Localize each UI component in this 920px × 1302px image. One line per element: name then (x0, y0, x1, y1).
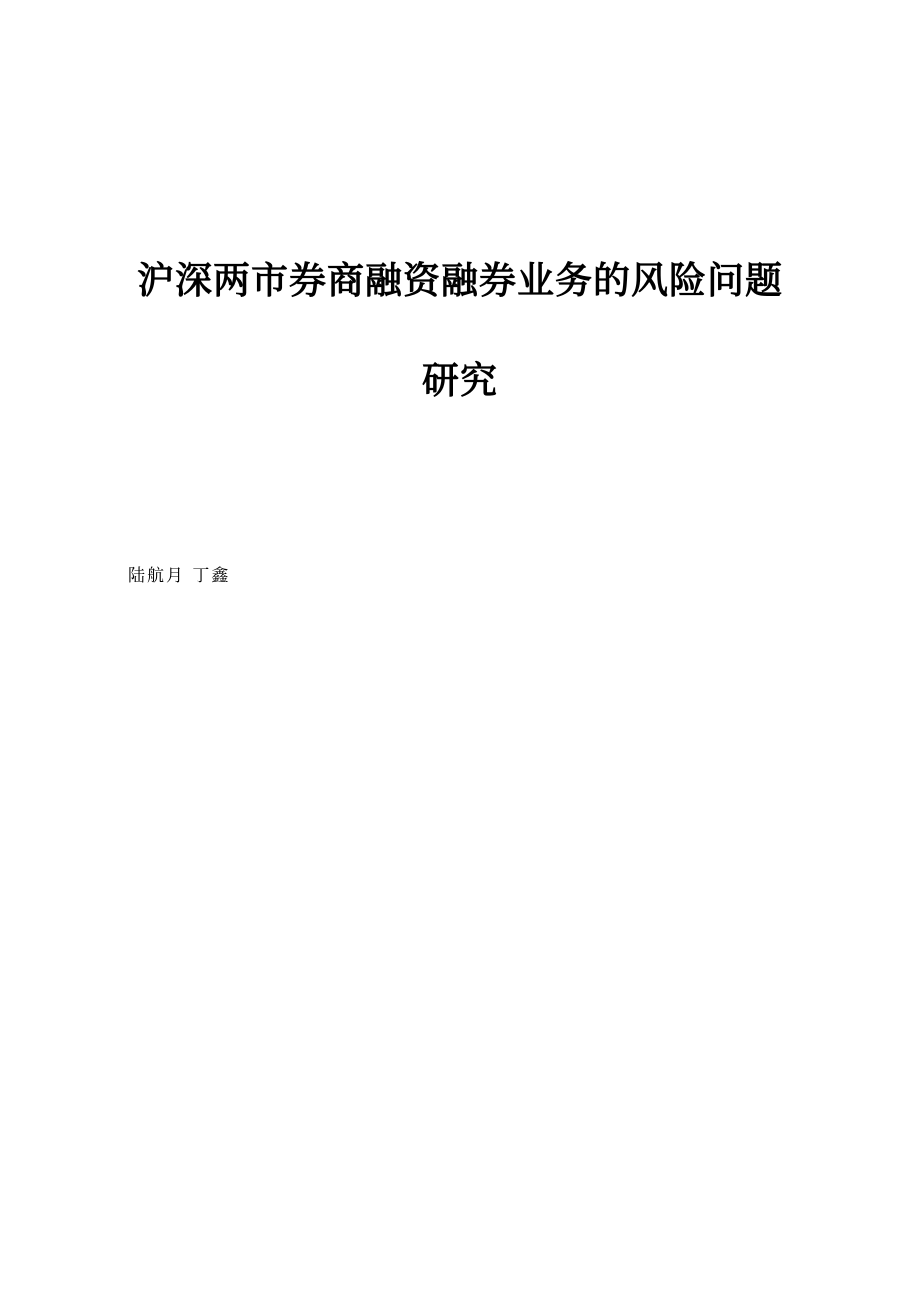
page-title: 沪深两市券商融资融券业务的风险问题研究 (137, 257, 783, 402)
author-byline: 陆航月 丁鑫 (128, 566, 231, 586)
